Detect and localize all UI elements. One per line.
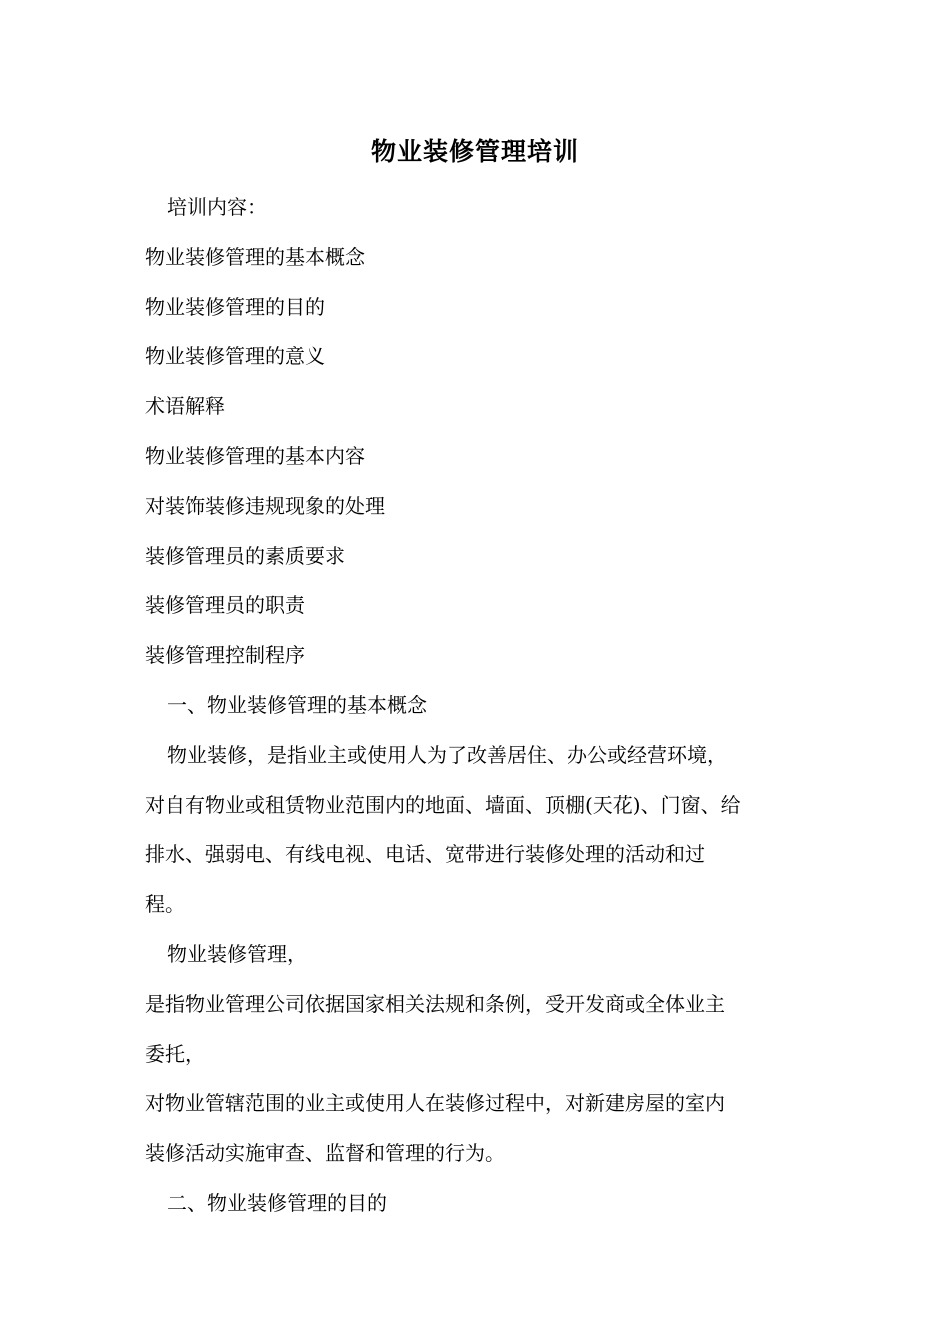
paragraph-line: 物业装修管理的基本内容 <box>145 443 365 468</box>
paragraph-line: 二、物业装修管理的目的 <box>167 1190 387 1215</box>
paragraph-line: 物业装修，是指业主或使用人为了改善居住、办公或经营环境， <box>167 742 727 767</box>
paragraph-line: 物业装修管理的基本概念 <box>145 244 365 269</box>
paragraph-line: 物业装修管理的意义 <box>145 344 325 369</box>
paragraph-line: 一、物业装修管理的基本概念 <box>167 692 427 717</box>
paragraph-line: 物业装修管理的目的 <box>145 294 325 319</box>
document-body <box>145 183 815 1229</box>
paragraph-line: 装修管理员的职责 <box>145 593 305 618</box>
paragraph-line: 排水、强弱电、有线电视、电话、宽带进行装修处理的活动和过 <box>145 842 705 867</box>
paragraph-line: 对装饰装修违规现象的处理 <box>145 493 385 518</box>
paragraph-line: 程。 <box>145 892 185 917</box>
paragraph-line: 装修管理控制程序 <box>145 643 305 668</box>
paragraph-line: 术语解释 <box>145 394 225 419</box>
paragraph-line: 委托， <box>145 1041 205 1066</box>
document-title: 物业装修管理培训 <box>370 137 579 166</box>
paragraph-line: 对自有物业或租赁物业范围内的地面、墙面、顶棚(天花)、门窗、给 <box>145 792 741 817</box>
paragraph-line: 对物业管辖范围的业主或使用人在装修过程中，对新建房屋的室内 <box>145 1091 725 1116</box>
paragraph-line: 装修活动实施审查、监督和管理的行为。 <box>145 1141 505 1166</box>
paragraph-line: 装修管理员的素质要求 <box>145 543 345 568</box>
paragraph-line: 是指物业管理公司依据国家相关法规和条例，受开发商或全体业主 <box>145 991 725 1016</box>
paragraph-line: 培训内容： <box>167 195 267 219</box>
paragraph-line: 物业装修管理， <box>167 941 307 966</box>
